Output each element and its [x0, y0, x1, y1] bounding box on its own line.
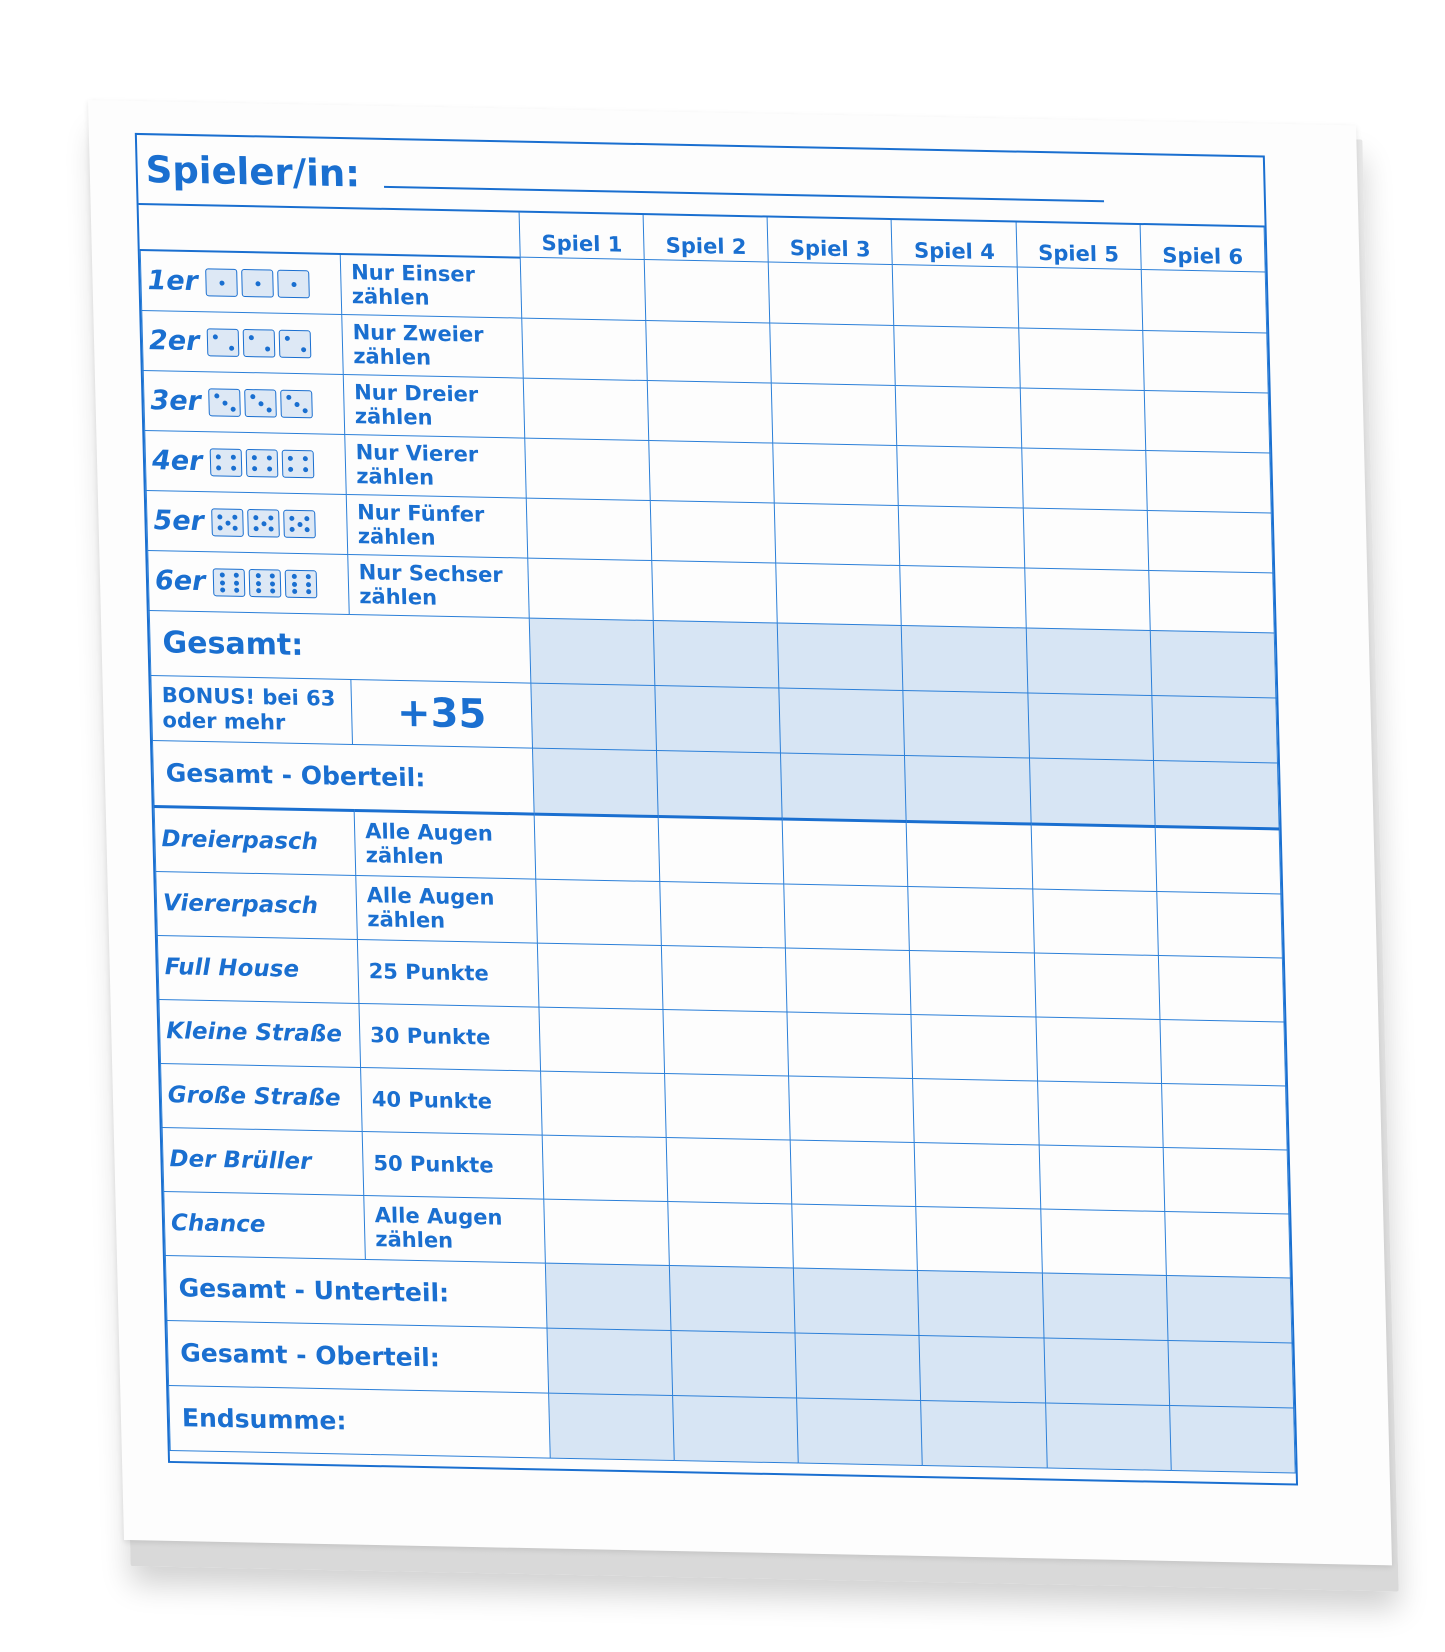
- score-card: [135, 133, 1298, 1486]
- score-cell[interactable]: [644, 260, 770, 323]
- score-cell[interactable]: [528, 558, 654, 620]
- score-cell[interactable]: [520, 257, 646, 320]
- score-cell[interactable]: [1160, 1019, 1286, 1085]
- bonus-label: BONUS! bei 63 oder mehr: [151, 675, 353, 744]
- score-cell[interactable]: [671, 1330, 797, 1397]
- pip: [218, 526, 223, 531]
- pip: [306, 589, 311, 594]
- pip: [233, 514, 238, 519]
- score-cell[interactable]: [1023, 508, 1149, 570]
- score-cell[interactable]: [913, 1078, 1039, 1144]
- score-cell[interactable]: [910, 950, 1036, 1016]
- score-cell[interactable]: [902, 625, 1028, 692]
- player-name-line[interactable]: [384, 186, 1104, 202]
- pip: [225, 520, 230, 525]
- pip: [290, 516, 295, 521]
- game-header: Spiel 1: [519, 213, 644, 260]
- score-cell[interactable]: [781, 753, 907, 821]
- player-label: Spieler/in:: [145, 147, 361, 195]
- die-icon: [284, 510, 317, 539]
- rule-description: 30 Punkte: [359, 1003, 541, 1071]
- score-cell[interactable]: [916, 1206, 1042, 1272]
- game-header: Spiel 2: [643, 215, 768, 262]
- score-cell[interactable]: [547, 1328, 673, 1395]
- score-cell[interactable]: [1021, 448, 1147, 510]
- rule-description: Nur Vierer zählen: [345, 434, 526, 498]
- pip: [292, 574, 297, 579]
- score-cell[interactable]: [903, 690, 1029, 757]
- score-cell[interactable]: [794, 1268, 920, 1335]
- category-label: Der Brüller: [162, 1127, 364, 1195]
- pip: [270, 589, 275, 594]
- pip: [253, 466, 258, 471]
- pip: [231, 454, 236, 459]
- score-cell[interactable]: [770, 323, 896, 385]
- score-cell[interactable]: [653, 620, 779, 687]
- score-cell[interactable]: [647, 380, 773, 442]
- score-cell[interactable]: [673, 1395, 799, 1462]
- pip: [265, 346, 270, 351]
- score-cell[interactable]: [536, 879, 662, 945]
- score-sheet: [88, 100, 1392, 1565]
- pip: [269, 573, 274, 578]
- score-cell[interactable]: [899, 505, 1025, 567]
- die-icon: [212, 508, 245, 537]
- score-cell[interactable]: [658, 816, 784, 883]
- score-pad: [88, 100, 1392, 1565]
- score-cell[interactable]: [655, 685, 781, 752]
- game-header: Spiel 3: [767, 218, 892, 265]
- score-cell[interactable]: [1018, 328, 1144, 390]
- upper-total-label: Gesamt - Oberteil:: [152, 740, 534, 814]
- score-cell[interactable]: [1029, 758, 1155, 826]
- score-cell[interactable]: [911, 1014, 1037, 1080]
- pip: [303, 456, 308, 461]
- die-icon: [243, 329, 276, 358]
- score-cell[interactable]: [918, 1270, 1044, 1337]
- pip: [292, 581, 297, 586]
- pip: [269, 527, 274, 532]
- score-cell[interactable]: [795, 1333, 921, 1400]
- pip: [284, 336, 289, 341]
- score-cell[interactable]: [532, 748, 658, 816]
- game-header: Spiel 4: [892, 220, 1017, 267]
- score-cell[interactable]: [900, 565, 1026, 627]
- rule-description: 40 Punkte: [361, 1067, 543, 1135]
- pip: [305, 527, 310, 532]
- dice-group: [209, 388, 314, 418]
- score-cell[interactable]: [776, 563, 902, 625]
- pip: [292, 589, 297, 594]
- game-header: Spiel 6: [1140, 225, 1265, 272]
- score-cell[interactable]: [907, 821, 1033, 888]
- score-cell[interactable]: [1158, 955, 1284, 1021]
- pip: [303, 408, 308, 413]
- pip: [267, 407, 272, 412]
- pip: [256, 588, 261, 593]
- score-cell[interactable]: [666, 1137, 792, 1203]
- die-icon: [209, 388, 242, 417]
- score-cell[interactable]: [541, 1071, 667, 1137]
- die-icon: [279, 330, 312, 359]
- score-cell[interactable]: [539, 1007, 665, 1073]
- pip: [218, 514, 223, 519]
- score-cell[interactable]: [896, 385, 1022, 447]
- score-cell[interactable]: [778, 623, 904, 690]
- category-label: Kleine Straße: [159, 999, 361, 1067]
- score-cell[interactable]: [779, 688, 905, 755]
- score-cell[interactable]: [665, 1073, 791, 1139]
- rule-description: 25 Punkte: [357, 939, 539, 1007]
- pip: [286, 395, 291, 400]
- score-cell[interactable]: [1157, 891, 1283, 957]
- score-cell[interactable]: [1034, 953, 1160, 1019]
- pip: [305, 574, 310, 579]
- total-label: Gesamt:: [149, 610, 531, 683]
- pip: [301, 347, 306, 352]
- pip: [304, 467, 309, 472]
- score-cell[interactable]: [534, 814, 660, 881]
- score-cell[interactable]: [797, 1398, 923, 1465]
- upper-total-label-2: Gesamt - Oberteil:: [167, 1320, 549, 1393]
- pip: [255, 281, 260, 286]
- category-label: 6er: [154, 564, 206, 597]
- rule-description: Nur Fünfer zählen: [346, 494, 527, 558]
- score-cell[interactable]: [531, 683, 657, 750]
- rule-description: Nur Zweier zählen: [342, 314, 523, 378]
- score-cell[interactable]: [1042, 1273, 1168, 1340]
- score-cell[interactable]: [782, 819, 908, 886]
- score-cell[interactable]: [542, 1135, 668, 1201]
- pip: [234, 588, 239, 593]
- score-cell[interactable]: [1044, 1338, 1170, 1405]
- score-cell[interactable]: [784, 884, 910, 950]
- score-cell[interactable]: [893, 265, 1019, 328]
- score-cell[interactable]: [649, 440, 775, 502]
- die-icon: [242, 269, 275, 298]
- score-cell[interactable]: [1149, 570, 1275, 632]
- score-cell[interactable]: [1040, 1209, 1166, 1275]
- category-label: 1er: [147, 264, 199, 297]
- die-icon: [213, 568, 246, 597]
- die-icon: [245, 389, 278, 418]
- score-cell[interactable]: [537, 943, 663, 1009]
- score-cell[interactable]: [921, 1400, 1047, 1467]
- grand-total-label: Endsumme:: [169, 1385, 551, 1458]
- score-cell[interactable]: [1163, 1147, 1289, 1213]
- score-cell[interactable]: [773, 443, 899, 505]
- score-cell[interactable]: [769, 262, 895, 325]
- die-icon: [246, 449, 279, 478]
- category-cell: [140, 249, 342, 314]
- score-cell[interactable]: [915, 1142, 1041, 1208]
- score-cell[interactable]: [787, 1012, 913, 1078]
- score-cell[interactable]: [1155, 826, 1281, 893]
- die-icon: [249, 569, 282, 598]
- pip: [216, 454, 221, 459]
- pip: [297, 521, 302, 526]
- pip: [233, 572, 238, 577]
- pip: [269, 515, 274, 520]
- score-cell[interactable]: [1143, 330, 1269, 392]
- pip: [256, 581, 261, 586]
- rule-description: Alle Augen zählen: [364, 1195, 546, 1263]
- category-label: Full House: [157, 935, 359, 1003]
- pip: [267, 455, 272, 460]
- score-cell[interactable]: [789, 1076, 915, 1142]
- score-cell[interactable]: [1037, 1081, 1163, 1147]
- pip: [220, 588, 225, 593]
- score-cell[interactable]: [660, 881, 786, 947]
- score-cell[interactable]: [1027, 693, 1153, 760]
- category-label: 4er: [151, 444, 203, 477]
- score-cell[interactable]: [1017, 267, 1143, 330]
- pip: [256, 573, 261, 578]
- score-cell[interactable]: [792, 1204, 918, 1270]
- die-icon: [281, 390, 314, 419]
- rule-description: Alle Augen zählen: [354, 810, 536, 879]
- score-cell[interactable]: [894, 325, 1020, 387]
- score-cell[interactable]: [662, 945, 788, 1011]
- category-cell: [143, 370, 345, 434]
- score-cell[interactable]: [908, 886, 1034, 952]
- category-label: 2er: [148, 324, 200, 357]
- score-cell[interactable]: [1036, 1017, 1162, 1083]
- dice-group: [212, 508, 317, 538]
- rule-description: Nur Dreier zählen: [343, 374, 524, 438]
- pip: [214, 393, 219, 398]
- category-label: Chance: [164, 1191, 366, 1259]
- pip: [261, 521, 266, 526]
- dice-group: [213, 568, 318, 598]
- pip: [219, 280, 224, 285]
- score-cell[interactable]: [650, 500, 776, 562]
- score-cell[interactable]: [1169, 1405, 1295, 1472]
- score-cell[interactable]: [905, 755, 1031, 823]
- category-label: 3er: [150, 384, 202, 417]
- category-cell: [142, 310, 344, 374]
- score-cell[interactable]: [549, 1393, 675, 1460]
- die-icon: [285, 570, 318, 599]
- category-label: Viererpasch: [156, 871, 358, 939]
- score-cell[interactable]: [1166, 1275, 1292, 1342]
- score-cell[interactable]: [1024, 568, 1150, 630]
- score-cell[interactable]: [1032, 889, 1158, 955]
- category-cell: [148, 550, 350, 614]
- score-cell[interactable]: [897, 445, 1023, 507]
- score-cell[interactable]: [1141, 269, 1267, 332]
- pip: [229, 345, 234, 350]
- die-icon: [248, 509, 281, 538]
- category-label: 5er: [153, 504, 205, 537]
- score-cell[interactable]: [522, 318, 648, 380]
- pip: [291, 281, 296, 286]
- score-cell[interactable]: [668, 1201, 794, 1267]
- pip: [217, 466, 222, 471]
- rule-description: Nur Sechser zählen: [348, 554, 529, 618]
- pip: [254, 515, 259, 520]
- score-cell[interactable]: [529, 618, 655, 685]
- score-cell[interactable]: [775, 503, 901, 565]
- score-cell[interactable]: [1020, 388, 1146, 450]
- score-cell[interactable]: [1144, 390, 1270, 452]
- die-icon: [282, 450, 315, 479]
- pip: [231, 407, 236, 412]
- score-cell[interactable]: [919, 1335, 1045, 1402]
- score-cell[interactable]: [652, 560, 778, 622]
- score-cell[interactable]: [1039, 1145, 1165, 1211]
- rule-description: Alle Augen zählen: [356, 875, 538, 943]
- pip: [222, 400, 227, 405]
- score-cell[interactable]: [1161, 1083, 1287, 1149]
- pip: [305, 582, 310, 587]
- lower-total-label: Gesamt - Unterteil:: [165, 1255, 547, 1328]
- category-cell: [146, 490, 348, 554]
- score-cell[interactable]: [545, 1263, 671, 1330]
- score-cell[interactable]: [786, 948, 912, 1014]
- pip: [254, 526, 259, 531]
- score-cell[interactable]: [1165, 1211, 1291, 1277]
- score-cell[interactable]: [670, 1265, 796, 1332]
- pip: [258, 401, 263, 406]
- score-cell[interactable]: [1153, 760, 1279, 828]
- dice-group: [210, 448, 315, 478]
- pip: [250, 394, 255, 399]
- dice-group: [207, 328, 312, 358]
- category-label: Große Straße: [161, 1063, 363, 1131]
- score-cell[interactable]: [790, 1140, 916, 1206]
- score-cell[interactable]: [663, 1009, 789, 1075]
- category-label: Dreierpasch: [154, 806, 356, 875]
- score-cell[interactable]: [1031, 824, 1157, 891]
- pip: [233, 526, 238, 531]
- pip: [269, 581, 274, 586]
- bonus-value: +35: [351, 679, 533, 748]
- pip: [220, 580, 225, 585]
- die-icon: [210, 448, 243, 477]
- score-cell[interactable]: [1026, 628, 1152, 695]
- score-cell[interactable]: [657, 750, 783, 818]
- rule-description: 50 Punkte: [362, 1131, 544, 1199]
- pip: [212, 335, 217, 340]
- score-cell[interactable]: [1045, 1403, 1171, 1470]
- pip: [288, 456, 293, 461]
- die-icon: [278, 270, 311, 299]
- score-cell[interactable]: [772, 383, 898, 445]
- score-cell[interactable]: [525, 438, 651, 500]
- die-icon: [207, 328, 240, 357]
- score-cell[interactable]: [526, 498, 652, 560]
- score-cell[interactable]: [646, 320, 772, 382]
- pip: [294, 401, 299, 406]
- game-header: Spiel 5: [1016, 223, 1141, 270]
- pip: [232, 466, 237, 471]
- score-cell[interactable]: [1150, 630, 1276, 697]
- score-cell[interactable]: [1152, 695, 1278, 762]
- score-cell[interactable]: [544, 1199, 670, 1265]
- pip: [220, 572, 225, 577]
- rule-description: Nur Einser zählen: [340, 253, 522, 317]
- pip: [268, 467, 273, 472]
- pip: [252, 455, 257, 460]
- score-cell[interactable]: [523, 378, 649, 440]
- score-cell[interactable]: [1146, 450, 1272, 512]
- pip: [289, 467, 294, 472]
- score-cell[interactable]: [1168, 1340, 1294, 1407]
- pip: [305, 516, 310, 521]
- score-table: [139, 205, 1296, 1473]
- dice-group: [206, 268, 311, 298]
- score-cell[interactable]: [1147, 510, 1273, 572]
- pip: [248, 335, 253, 340]
- category-cell: [145, 430, 347, 494]
- pip: [290, 527, 295, 532]
- pip: [233, 580, 238, 585]
- die-icon: [206, 268, 239, 297]
